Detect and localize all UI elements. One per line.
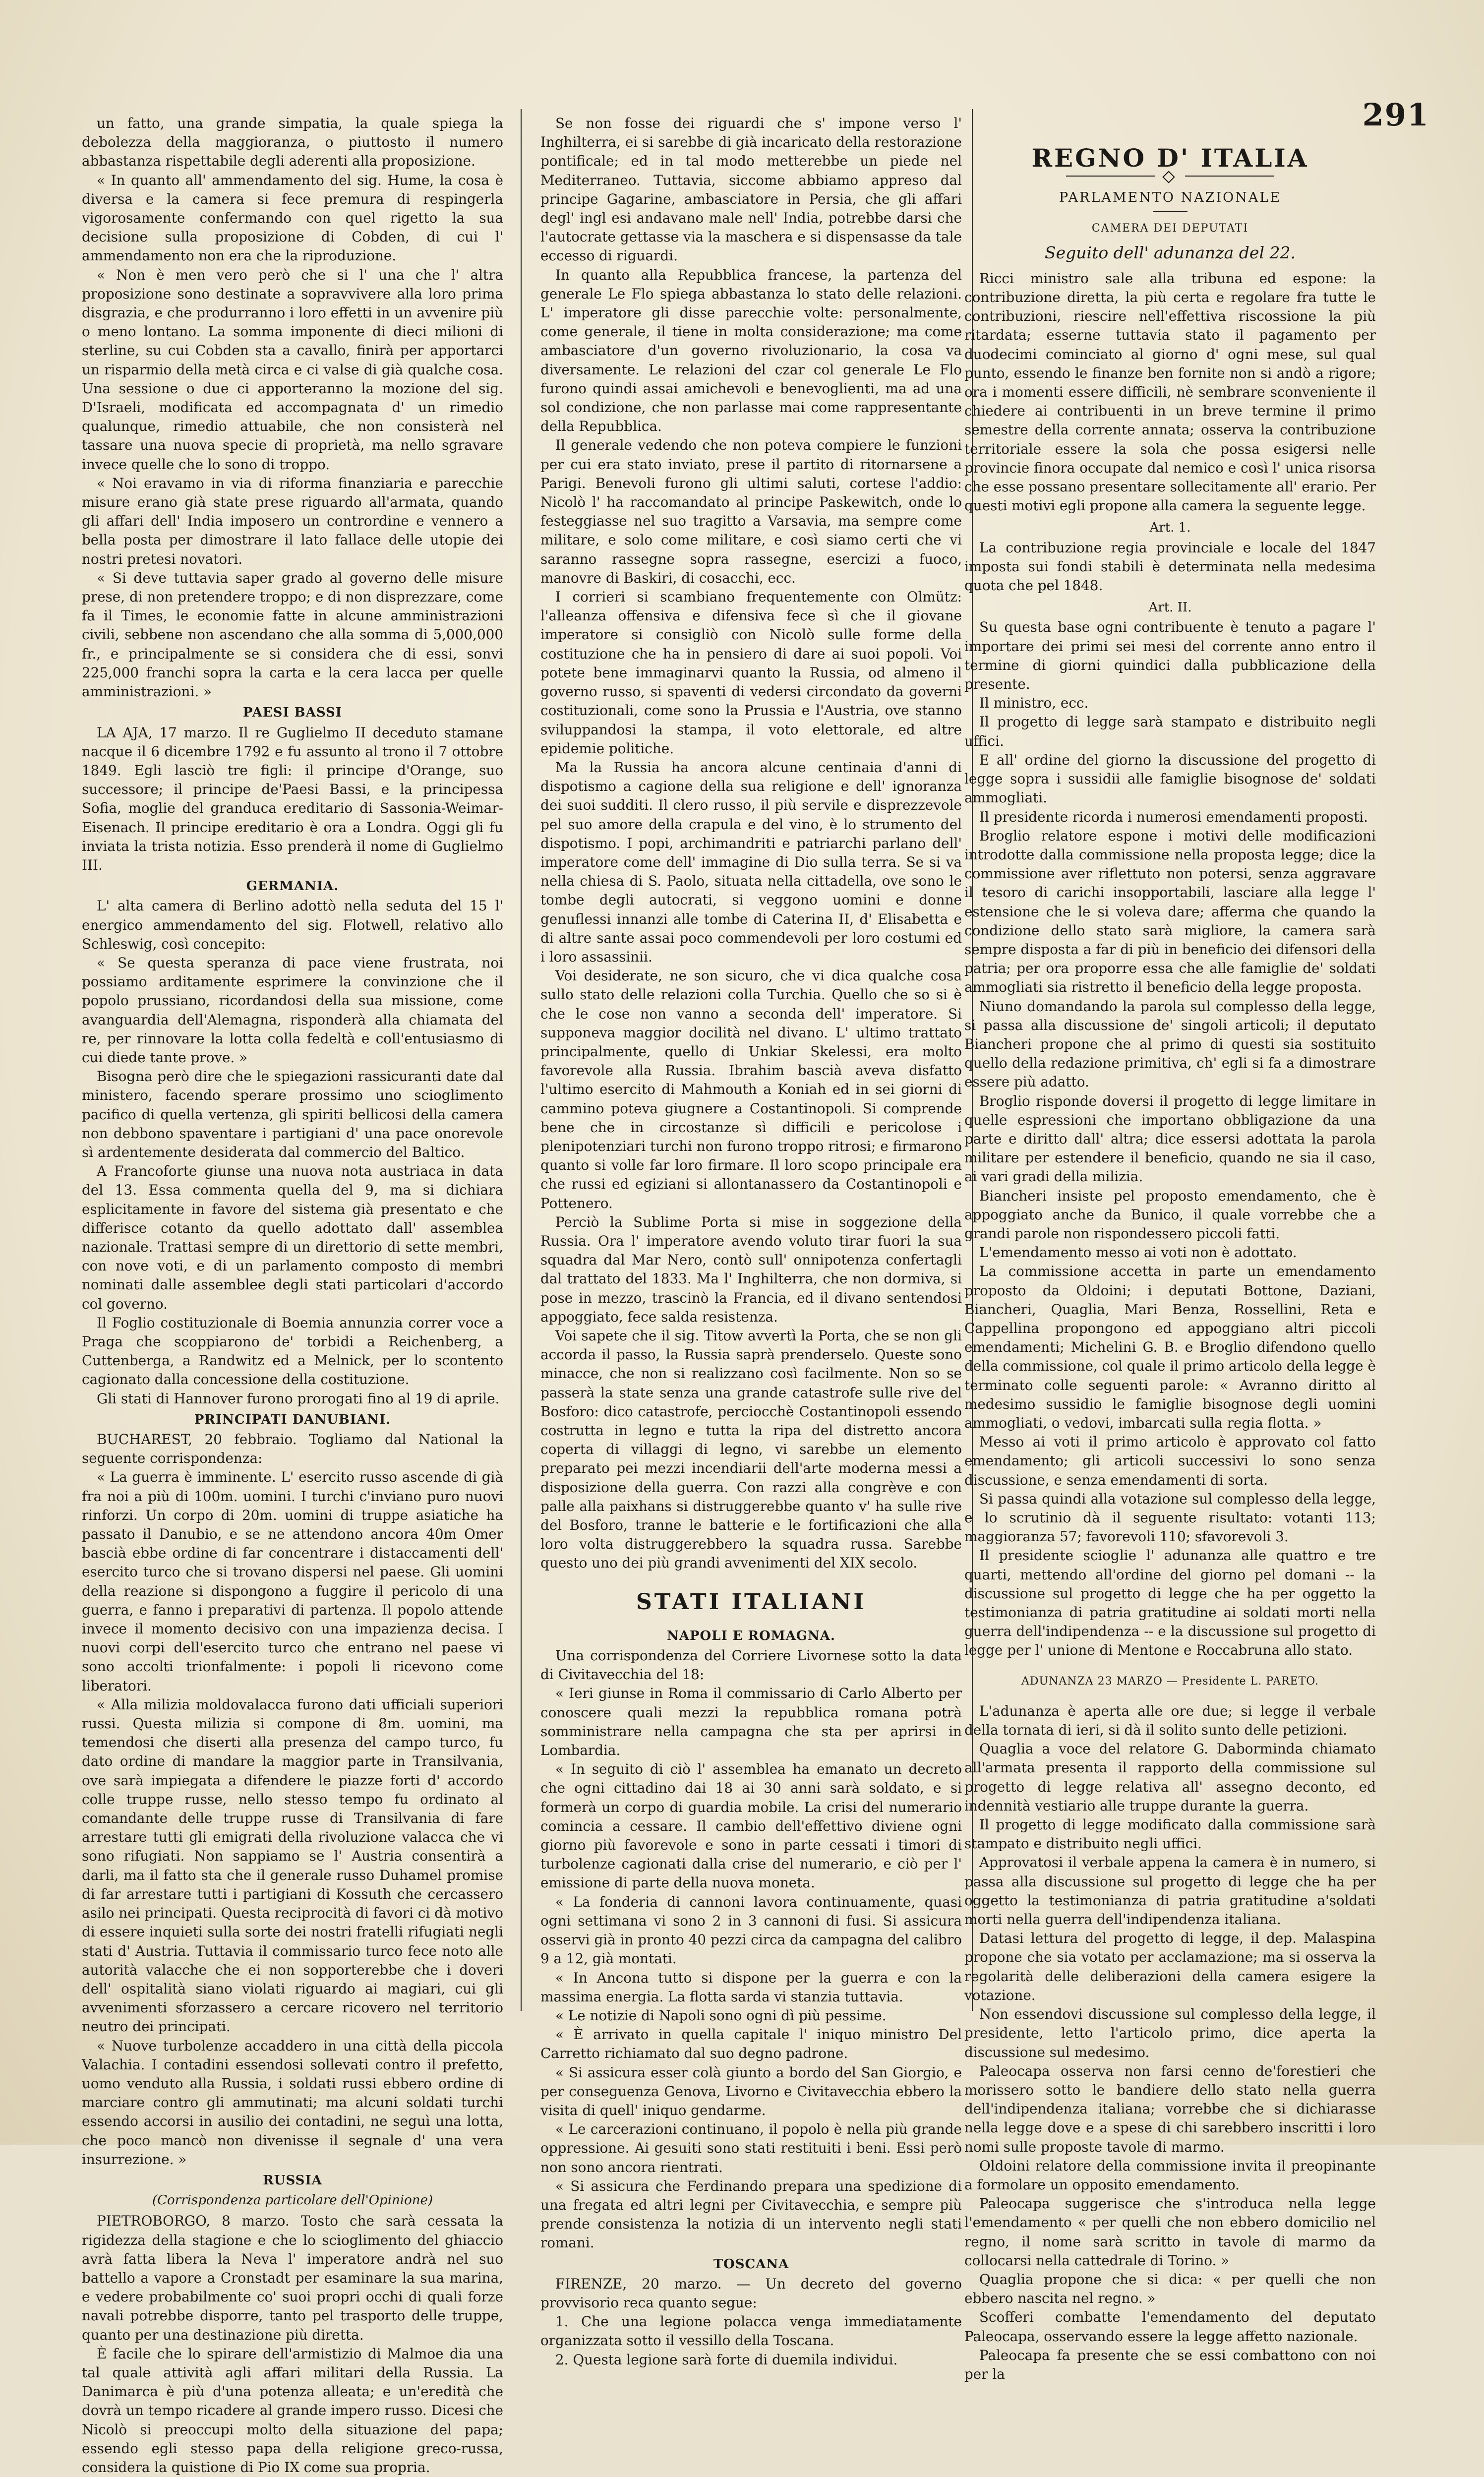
- article-number: Art. II.: [1148, 600, 1192, 615]
- paragraph: « In Ancona tutto si dispone per la guerra e con la massima energia. La flotta sarda vi stanzia tuttavia.: [540, 1969, 962, 2005]
- paragraph: Messo ai voti il primo articolo è approvato col fatto emendamento; gli articoli successivi lo sono senza discussione, e senza emendamenti di sorta.: [964, 1434, 1376, 1488]
- paragraph: LA AJA, 17 marzo. Il re Guglielmo II deceduto stamane nacque il 6 dicembre 1792 e fu assunto al trono il 7 ottobre 1849. Egli lasciò tre figli: il principe d'Orange, suo successore; il principe de'Paesi Bassi, e la principessa Sofia, moglie del granduca ereditario di Sassonia-Weimar-Eisenach. Il principe ereditario è ora a Londra. Oggi gli fu inviata la trista notizia. Esso prenderà il nome di Guglielmo III.: [82, 724, 503, 873]
- paragraph: « La guerra è imminente. L' esercito russo ascende di già fra noi a più di 100m. uomini. I turchi c'inviano puro nuovi rinforzi. Un corpo di 20m. uomini di truppe asiatiche ha passato il Danubio, e se ne attendono ancora 40m Omer bascià ebbe ordine di far concentrare i distaccamenti dell' esercito turco che si trovano dispersi nel paese. Gli uomini della reazione si dispongono a fuggire il pericolo di una guerra, e fanno i preparativi di partenza. Il popolo attende invece il momento decisivo con una impazienza decisa. I nuovi corpi dell'esercito turco che entrano nel paese vi sono accolti trionfalmente: i popoli li ricevono come liberatori.: [82, 1469, 503, 1694]
- session-heading: Seguito dell' adunanza del 22.: [1045, 242, 1296, 262]
- paragraph: Il progetto di legge modificato dalla commissione sarà stampato e distribuito negli uffici.: [964, 1816, 1376, 1852]
- paragraph: « Noi eravamo in via di riforma finanziaria e parecchie misure erano già state prese riguardo all'armata, quando gli affari dell' India imposero un contrordine e vennero a bella posta per dimostrare il lato fallace delle utopie dei nostri pretesi novatori.: [82, 475, 503, 567]
- paragraph: Una corrispondenza del Corriere Livornese sotto la data di Civitavecchia del 18:: [540, 1647, 962, 1683]
- paragraph: « Le carcerazioni continuano, il popolo è nella più grande oppressione. Ai gesuiti sono stati restituiti i beni. Essi però non sono ancora rientrati.: [540, 2121, 962, 2175]
- section-subheading: (Corrispondenza particolare dell'Opinione): [152, 2193, 433, 2208]
- paragraph: Paleocapa suggerisce che s'introduca nella legge l'emendamento « per quelli che non ebbero domicilio nel regno, il nome sarà scritto in tavole di marmo da collocarsi nella cattedrale di Torino. »: [964, 2195, 1376, 2269]
- divider: [1153, 211, 1187, 212]
- paragraph: L'adunanza è aperta alle ore due; si legge il verbale della tornata di ieri, si dà il solito sunto delle petizioni.: [964, 1702, 1376, 1739]
- ornament: [1066, 173, 1274, 180]
- paragraph: Ma la Russia ha ancora alcune centinaia d'anni di dispotismo a cagione della sua religione e dell' ignoranza dei suoi sudditi. Il clero russo, il più servile e disprezzevole pel suo amore della crapula e del vino, è lo strumento del dispotismo. I popi, archimandriti e patriarchi parlano dell' imperatore come dell' immagine di Dio sulla terra. Se si va nella chiesa di S. Paolo, situata nella cittadella, ove sono le tombe degli autocrati, si veggono uomini e donne genuflessi innanzi alle tombe di Caterina II, d' Elisabetta e di altre sante assai poco commendevoli per loro costumi ed i loro assassinii.: [540, 759, 962, 965]
- paragraph: Il Foglio costituzionale di Boemia annunzia correr voce a Praga che scoppiarono de' torbidi a Reichenberg, a Cuttenberga, a Randwitz ed a Melnick, per lo scontento cagionato dalla concessione della costituzione.: [82, 1314, 503, 1388]
- paragraph: Su questa base ogni contribuente è tenuto a pagare l' importare dei primi sei mesi del corrente anno entro il termine di giorni quindici dalla pubblicazione della presente.: [964, 619, 1376, 693]
- paragraph: « In seguito di ciò l' assemblea ha emanato un decreto che ogni cittadino dai 18 ai 30 anni sarà soldato, e si formerà un corpo di guardia mobile. La crisi del numerario comincia a cessare. Il cambio dell'effettivo diviene ogni giorno più favorevole e sono in parte cessati i timori di turbolenze cagionati dalla crise del numerario, e ciò per l' emissione di parte della nuova moneta.: [540, 1761, 962, 1891]
- paragraph: Approvatosi il verbale appena la camera è in numero, si passa alla discussione sul progetto di legge che ha per oggetto la testimonianza di patria gratitudine a'soldati morti nella guerra dell'indipendenza italiana.: [964, 1854, 1376, 1928]
- paragraph: I corrieri si scambiano frequentemente con Olmütz: l'alleanza offensiva e difensiva fece sì che il giovane imperatore si consigliò con Nicolò sulle forme della costituzione che ha in pensiero di dare ai suoi popoli. Voi potete bene immaginarvi quanto la Russia, od almeno il governo russo, si spaventi di vedersi circondato da governi costituzionali, come sono la Prussia e l'Austria, ove stanno sviluppandosi la stampa, il voto elettorale, ed altre epidemie politiche.: [540, 589, 962, 757]
- paragraph: Quaglia propone che si dica: « per quelli che non ebbero nascita nel regno. »: [964, 2271, 1376, 2307]
- section-heading: TOSCANA: [713, 2256, 789, 2272]
- paragraph: Broglio risponde doversi il progetto di legge limitare in quelle espressioni che importano obbligazione da una parte e diritto dall' altra; dice essersi adottata la parola militare per estendere il beneficio, quando ne sia il caso, ai vari gradi della milizia.: [964, 1092, 1376, 1185]
- paragraph: BUCHAREST, 20 febbraio. Togliamo dal National la seguente corrispondenza:: [82, 1431, 503, 1467]
- paragraph: PIETROBORGO, 8 marzo. Tosto che sarà cessata la rigidezza della stagione e che lo scioglimento del ghiaccio avrà fatta libera la Neva l' imperatore andrà nel suo battello a vapore a Cronstadt per esaminare la sua marina, e vedere probabilmente co' suoi propri occhi di quali forze navali potrebbe disporre, tanto pel trasporto delle truppe, quanto per una destinazione più diretta.: [82, 2213, 503, 2343]
- paragraph: Ricci ministro sale alla tribuna ed espone: la contribuzione diretta, la più certa e regolare fra tutte le contribuzioni, riescire nell'effettiva riscossione la più ritardata; esserne tuttavia stato il pagamento per duodecimi cominciato al giorno d' ogni mese, sul qual punto, essendo le finanze ben fornite non si andò a rigore; ora i momenti essere difficili, nè sembrare sconveniente il chiedere ai contribuenti in un breve termine il primo semestre della corrente annata; osserva la contribuzione territoriale essere la sola che possa esigersi nelle provincie finora occupate dal nemico e così l' unica risorsa che esse possano presentare sollecitamente all' erario. Per questi motivi egli propone alla camera la seguente legge.: [964, 270, 1376, 514]
- paragraph: Voi sapete che il sig. Titow avvertì la Porta, che se non gli accorda il passo, la Russia saprà prenderselo. Queste sono minacce, che non si realizzano così facilmente. Non so se passerà la state senza una grande catastrofe sulle rive del Bosforo: dico catastrofe, perciocchè Costantinopoli essendo costrutta in legno e tutta la ripa del distretto ancora coperta di villaggi di legno, vi sarebbe un elemento preparato pei mezzi incendiarii dell'arte moderna messi a disposizione della guerra. Con razzi alla congrève e con palle alla paixhans si distruggerebbe quanto v' ha sulle rive del Bosforo, tranne le batterie e le fortificazioni che alla loro volta distruggerebbero la squadra russa. Sarebbe questo uno dei più grandi avvenimenti del XIX secolo.: [540, 1328, 962, 1571]
- paragraph: « In quanto all' ammendamento del sig. Hume, la cosa è diversa e la camera si fece premura di respingerla vigorosamente confermando con quel rigetto la sua decisione sulla proposizione di Cobden, di cui l' ammendamento non era che la riproduzione.: [82, 172, 503, 264]
- paragraph: Gli stati di Hannover furono prorogati fino al 19 di aprile.: [97, 1390, 500, 1407]
- paragraph: Niuno domandando la parola sul complesso della legge, si passa alla discussione de' singoli articoli; il deputato Biancheri propone che al primo di questi sia sostituito quello della redazione primitiva, ch' egli si fa a dimostrare essere più adatto.: [964, 998, 1376, 1090]
- paragraph: È facile che lo spirare dell'armistizio di Malmoe dia una tal quale attività agli affari militari della Russia. La Danimarca è più d'una potenza alleata; e un'eredità che dovrà un tempo ricadere al grande impero russo. Dicesi che Nicolò si preoccupi molto della situazione del papa; essendo egli stesso papa della religione greco-russa, considera la quistione di Pio IX come sua propria.: [82, 2345, 503, 2476]
- paragraph: « Si deve tuttavia saper grado al governo delle misure prese, di non pretendere troppo; e di non disprezzare, come fa il Times, le economie fatte in alcune amministrazioni civili, sebbene non ascendano che alla somma di 5,000,000 fr., e principalmente se si considera che di essi, sonvi 225,000 franchi sopra la carta e la cera lacca per quelle amministrazioni. »: [82, 569, 503, 700]
- column-1: [82, 114, 503, 2476]
- article-number: Art. 1.: [1149, 520, 1191, 536]
- section-heading: RUSSIA: [263, 2173, 322, 2188]
- paragraph: L' alta camera di Berlino adottò nella seduta del 15 l' energico ammendamento del sig. Flotwell, relativo allo Schleswig, così concepito:: [82, 898, 503, 952]
- paragraph: A Francoforte giunse una nuova nota austriaca in data del 13. Essa commenta quella del 9, ma si dichiara esplicitamente in favore del sistema già presentato e che differisce cotanto da quello adottato dall' assemblea nazionale. Trattasi sempre di un direttorio di sette membri, con nove voti, e di un parlamento composto di membri nominati dalle assemblee degli stati particolari d'accordo col governo.: [82, 1163, 503, 1312]
- session-heading: ADUNANZA 23 MARZO — Presidente L. PARETO.: [1021, 1675, 1319, 1688]
- article-text: [82, 114, 503, 701]
- paragraph: Datasi lettura del progetto di legge, il dep. Malaspina propone che sia votato per acclamazione; ma si osserva la regolarità delle deliberazioni della camera esigere la votazione.: [964, 1930, 1376, 2003]
- paragraph: Il progetto di legge sarà stampato e distribuito negli uffici.: [964, 714, 1376, 749]
- paragraph: Voi desiderate, ne son sicuro, che vi dica qualche cosa sullo stato delle relazioni colla Turchia. Quello che so si è che le cose non vanno a seconda dell' imperatore. Si supponeva maggior docilità nel divano. L' ultimo trattato principalmente, quello di Unkiar Skelessi, era molto favorevole alla Russia. Ibrahim bascià aveva disfatto l'ultimo esercito di Mahmouth a Koniah ed in sei giorni di cammino poteva giugnere a Costantinopoli. Si comprende bene che in circostanze sì difficili e pericolose i plenipotenziari turchi non furono troppo ritrosi; e firmarono quanto si volle far loro firmare. Il loro scopo principale era che russi ed egiziani si allontanassero da Costantinopoli e Pottenero.: [540, 967, 962, 1211]
- paragraph: « Si assicura esser colà giunto a bordo del San Giorgio, e per conseguenza Genova, Livorno e Civitavecchia ebbero la visita di quell' iniquo gendarme.: [540, 2064, 962, 2118]
- paragraph: « Non è men vero però che si l' una che l' altra proposizione sono destinate a sopravvivere alla loro prima disgrazia, e che produrranno i loro effetti in un avvenire più o meno lontano. La somma imponente di dieci milioni di sterline, su cui Cobden sta a cavallo, finirà per apportarci un risparmio della metà circa e ci valse di già qualche cosa. Una sessione o due ci apporteranno la mozione del sig. D'Israeli, modificata ed accompagnata d' un rimedio qualunque, rimedio attuabile, che non consisterà nel tassare una nuova specie di proprietà, ma nello sgravare invece quelle che lo sono di troppo.: [82, 266, 503, 473]
- paragraph: Il ministro, ecc.: [979, 695, 1089, 712]
- paragraph: 2. Questa legione sarà forte di duemila individui.: [555, 2351, 898, 2368]
- paragraph: La contribuzione regia provinciale e locale del 1847 imposta sui fondi stabili è determinata nella medesima quota che pel 1848.: [964, 539, 1376, 594]
- paragraph: « È arrivato in quella capitale l' iniquo ministro Del Carretto richiamato dal suo degno padrone.: [540, 2026, 962, 2062]
- paragraph: « Nuove turbolenze accaddero in una città della piccola Valachia. I contadini essendosi sollevati contro il prefetto, uomo venduto alla Russia, i soldati russi ebbero ordine di marciare contro gli ammutinati; ma alcuni soldati turchi essendo accorsi in ausilio dei contadini, ne seguì una lotta, che poco mancò non divenisse il segnale d' una vera insurrezione. »: [82, 2037, 503, 2168]
- column-2: [540, 114, 962, 2368]
- section-heading: NAPOLI E ROMAGNA.: [667, 1628, 835, 1643]
- column-3: [964, 143, 1376, 2382]
- column-divider: [521, 109, 522, 2011]
- paragraph: In quanto alla Repubblica francese, la partenza del generale Le Flo spiega abbastanza lo stato delle relazioni. L' imperatore gli disse parecchie volte: personalmente, come generale, il tiene in molta considerazione; ma come ambasciatore d'un governo rivoluzionario, la cosa va diversamente. Le relazioni del czar col generale Le Flo furono quindi assai amichevoli e benevoglienti, ma ad una sol condizione, che non parlasse mai come rappresentante della Repubblica.: [540, 266, 962, 435]
- paragraph: Il presidente ricorda i numerosi emendamenti proposti.: [979, 808, 1368, 825]
- paragraph: Non essendovi discussione sul complesso della legge, il presidente, letto l'articolo primo, dice aperta la discussione sul medesimo.: [964, 2006, 1376, 2060]
- paragraph: « Alla milizia moldovalacca furono dati ufficiali superiori russi. Questa milizia si compone di 8m. uomini, ma temendosi che diserti alla presenza del campo turco, fu dato ordine di mandare la maggior parte in Transilvania, ove sarà impiegata a difendere le piazze forti d' accordo colle truppe russe, nello stesso tempo fu ordinato al comandante delle truppe russe di Transilvania di fare arrestare tutti gli emigrati della rivoluzione valacca che vi sono rifugiati. Non sappiamo se l' Austria consentirà a darli, ma il fatto sta che il generale russo Duhamel promise di far arrestare tutti i partigiani di Kossuth che cercassero asilo nei principati. Questa reciprocità di favori ci dà motivo di essere inquieti sulla sorte dei nostri fratelli rifugiati negli stati d' Austria. Tuttavia il commissario turco fece noto alle autorità valacche che ei non sopporterebbe che i doveri dell' ospitalità siano violati riguardo ai magiari, cui gli avvenimenti sforzassero a cercare ricovero nel territorio neutro dei principati.: [82, 1696, 503, 2035]
- section-title: STATI ITALIANI: [636, 1589, 866, 1615]
- paragraph: Broglio relatore espone i motivi delle modificazioni introdotte dalla commissione nella proposta legge; dice la commissione aver riflettuto non potersi, senza aggravare il tesoro di carichi insopportabili, lasciare alla legge l' estensione che le si voleva dare; afferma che quando la condizione dello stato sarà migliore, la camera sarà sempre disposta a far di più in beneficio dei difensori della patria; per ora proporre essa che alle famiglie de' soldati ammogliati sia ristretto il beneficio della legge proposta.: [964, 827, 1376, 996]
- paragraph: « Si assicura che Ferdinando prepara una spedizione di una fregata ed altri legni per Civitavecchia, e sempre più prende consistenza la notizia di un intervento negli stati romani.: [540, 2177, 962, 2251]
- chamber-heading: CAMERA DEI DEPUTATI: [1091, 222, 1249, 235]
- paragraph: « Se questa speranza di pace viene frustrata, noi possiamo arditamente esprimere la convinzione che il popolo prussiano, ricordandosi della sua missione, come avanguardia dell'Alemagna, risponderà alla chiamata del re, per rinnovare la lotta colla fedeltà e coll'entusiasmo di cui diede tante prove. »: [82, 954, 503, 1066]
- paragraph: Paleocapa osserva non farsi cenno de'forestieri che morissero sotto le bandiere dello stato nella guerra dell'indipendenza italiana; vorrebbe che si dichiarasse nella legge dove e a spese di chi sarebbero inscritti i loro nomi sulle proposte tavole di marmo.: [964, 2062, 1376, 2155]
- paragraph: Il generale vedendo che non poteva compiere le funzioni per cui era stato inviato, prese il partito di ritornarsene a Parigi. Benevoli furono gli ultimi saluti, cortese l'addio: Nicolò l' ha raccomandato al principe Paskewitch, onde lo festeggiasse nel suo tragitto a Varsavia, ma sempre come militare, e solo come militare, e così siamo certi che vi saranno rassegne sopra rassegne, esercizi a fuoco, manovre di Baskiri, di cosacchi, ecc.: [540, 437, 962, 586]
- parliament-heading: PARLAMENTO NAZIONALE: [1059, 190, 1282, 206]
- paragraph: Se non fosse dei riguardi che s' impone verso l' Inghilterra, ei si sarebbe di già incaricato della restorazione pontificale; ed in tal modo metterebbe un piede nel Mediterraneo. Tuttavia, siccome abbiamo appreso dal principe Gagarine, ambasciatore in Persia, che gli affari degl' ingl esi andavano male nell' India, potrebbe darsi che l'autocrate gettasse via la maschera e si dispensasse da tale eccesso di riguardi.: [540, 115, 962, 264]
- paragraph: Quaglia a voce del relatore G. Daborminda chiamato all'armata presenta il rapporto della commissione sul progetto di legge relativa all' assegno deconto, ed indennità vestiario alle truppe durante la guerra.: [964, 1741, 1376, 1814]
- paragraph: un fatto, una grande simpatia, la quale spiega la debolezza della maggioranza, o piuttosto il numero abbastanza rispettabile degli aderenti alla proposizione.: [82, 115, 503, 170]
- paragraph: Oldoini relatore della commissione invita il preopinante a formolare un opposito emendamento.: [964, 2157, 1376, 2193]
- section-heading: PAESI BASSI: [243, 705, 342, 721]
- paragraph: « Ieri giunse in Roma il commissario di Carlo Alberto per conoscere quali mezzi la repubblica romana potrà somministrare nella campagna che sta per aprirsi in Lombardia.: [540, 1685, 962, 1759]
- paragraph: Perciò la Sublime Porta si mise in soggezione della Russia. Ora l' imperatore avendo voluto tirar fuori la sua squadra dal Mar Nero, contò sull' onnipotenza confertagli dal trattato del 1833. Ma l' Inghilterra, che non dormiva, si pose in mezzo, trascinò la Francia, ed il divano sentendosi appoggiato, fece salda resistenza.: [540, 1213, 962, 1325]
- page-number: 291: [1362, 97, 1429, 133]
- paragraph: La commissione accetta in parte un emendamento proposto da Oldoini; i deputati Bottone, Daziani, Biancheri, Quaglia, Mari Benza, Rossellini, Reta e Cappellina propongono ed appoggiano altri piccoli emendamenti; Michelini G. B. e Broglio difendono quello della commissione, col quale il primo articolo della legge è terminato colle seguenti parole: « Avranno diritto al medesimo sussidio le famiglie bisognose degli uomini ammogliati, o vedovi, imbarcati sulla regia flotta. »: [964, 1263, 1376, 1431]
- paragraph: Si passa quindi alla votazione sul complesso della legge, e lo scrutinio dà il seguente risultato: votanti 113; maggioranza 57; favorevoli 110; sfavorevoli 3.: [964, 1490, 1376, 1545]
- paragraph: FIRENZE, 20 marzo. — Un decreto del governo provvisorio reca quanto segue:: [540, 2275, 962, 2311]
- paragraph: Biancheri insiste pel proposto emendamento, che è appoggiato anche da Bunico, il quale vorrebbe che a grandi parole non rispondessero piccoli fatti.: [964, 1187, 1376, 1242]
- paragraph: E all' ordine del giorno la discussione del progetto di legge sopra i sussidii alle famiglie bisognose de' soldati ammogliati.: [964, 751, 1376, 806]
- paragraph: Il presidente scioglie l' adunanza alle quattro e tre quarti, mettendo all'ordine del giorno pel domani -- la discussione sul progetto di legge che ha per oggetto la testimonianza di patria gratitudine ai soldati morti nella guerra dell'indipendenza -- e la discussione sul progetto di legge per l' unione di Mentone e Roccabruna allo stato.: [964, 1547, 1376, 1659]
- paragraph: « Le notizie di Napoli sono ogni dì più pessime.: [555, 2007, 887, 2024]
- paragraph: Bisogna però dire che le spiegazioni rassicuranti date dal ministero, facendo sperare prossimo uno scioglimento pacifico di quella vertenza, gli spiriti bellicosi della camera non debbono spaventare i partigiani d' una pace onorevole sì ardentemente desiderata dal commercio del Baltico.: [82, 1068, 503, 1160]
- paragraph: « La fonderia di cannoni lavora continuamente, quasi ogni settimana vi sono 2 in 3 cannoni di fusi. Si assicura osservi già in pronto 40 pezzi circa da campagna del calibro 9 a 12, già montati.: [540, 1893, 962, 1967]
- section-heading: PRINCIPATI DANUBIANI.: [194, 1412, 391, 1427]
- paragraph: 1. Che una legione polacca venga immediatamente organizzata sotto il vessillo della Toscana.: [540, 2313, 962, 2349]
- masthead: REGNO D' ITALIA: [1031, 143, 1309, 173]
- section-heading: GERMANIA.: [246, 879, 339, 894]
- paragraph: Paleocapa fa presente che se essi combattono con noi per la: [964, 2347, 1376, 2382]
- paragraph: L'emendamento messo ai voti non è adottato.: [979, 1244, 1297, 1261]
- paragraph: Scofferi combatte l'emendamento del deputato Paleocapa, osservando essere la legge affetto nazionale.: [964, 2309, 1376, 2345]
